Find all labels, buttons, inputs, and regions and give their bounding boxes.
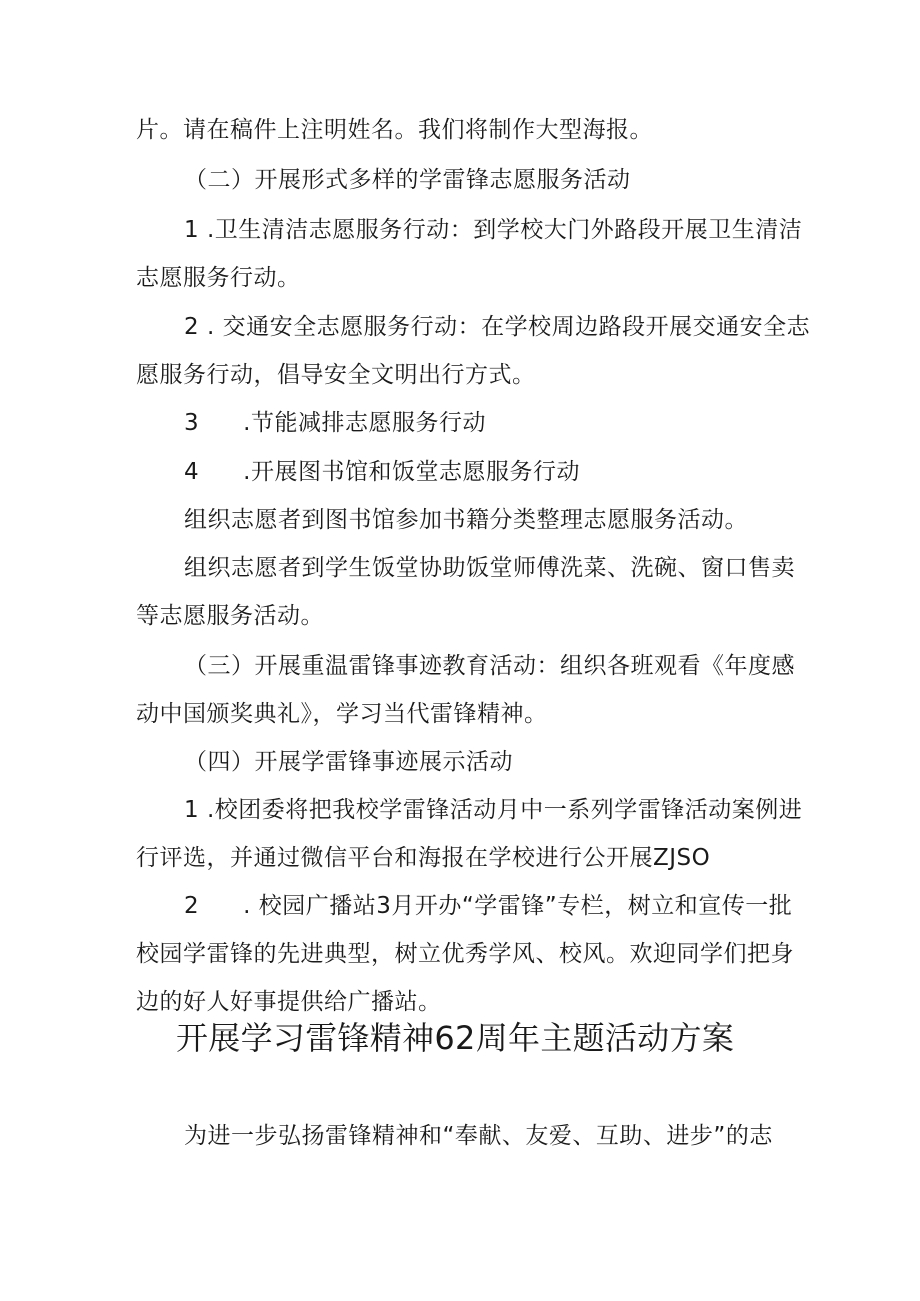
- paragraph-line: 边的好人好事提供给广播站。: [136, 989, 442, 1015]
- list-text: . 校园广播站3月开办“学雷锋”专栏，树立和宣传一批: [243, 893, 793, 919]
- section-heading-2: （二）开展形式多样的学雷锋志愿服务活动: [184, 167, 631, 193]
- list-text: .节能减排志愿服务行动: [243, 410, 486, 436]
- paragraph-line: 校园学雷锋的先进典型，树立优秀学风、校风。欢迎同学们把身: [136, 941, 794, 967]
- paragraph-line: 2 . 交通安全志愿服务行动：在学校周边路段开展交通安全志: [184, 314, 811, 340]
- paragraph-line: 等志愿服务活动。: [136, 603, 324, 629]
- list-number: 4: [184, 459, 200, 485]
- paragraph-line: 愿服务行动，倡导安全文明出行方式。: [136, 362, 536, 388]
- section-heading-3: （三）开展重温雷锋事迹教育活动：组织各班观看《年度感: [184, 653, 795, 679]
- paragraph-line: 动中国颁奖典礼》，学习当代雷锋精神。: [136, 701, 548, 727]
- paragraph-line: 组织志愿者到图书馆参加书籍分类整理志愿服务活动。: [184, 507, 748, 533]
- paragraph-line: 组织志愿者到学生饭堂协助饭堂师傅洗菜、洗碗、窗口售卖: [184, 555, 795, 581]
- paragraph-line: 1 .校团委将把我校学雷锋活动月中一系列学雷锋活动案例进: [184, 797, 803, 823]
- section-heading-4: （四）开展学雷锋事迹展示活动: [184, 749, 513, 775]
- list-number: 3: [184, 410, 200, 436]
- paragraph-line: 片。请在稿件上注明姓名。我们将制作大型海报。: [136, 117, 653, 143]
- list-number: 2: [184, 893, 200, 919]
- paragraph-line: 1 .卫生清洁志愿服务行动：到学校大门外路段开展卫生清洁: [184, 217, 803, 243]
- paragraph-line: 志愿服务行动。: [136, 265, 301, 291]
- list-item: [184, 891, 792, 921]
- intro-paragraph: 为进一步弘扬雷锋精神和“奉献、友爱、互助、进步”的志: [184, 1123, 773, 1149]
- list-item: [184, 457, 580, 487]
- list-item: [184, 408, 486, 438]
- document-title: 开展学习雷锋精神62周年主题活动方案: [176, 1019, 735, 1057]
- list-text: .开展图书馆和饭堂志愿服务行动: [243, 459, 580, 485]
- paragraph-line: 行评选，并通过微信平台和海报在学校进行公开展ZJSO: [136, 845, 711, 871]
